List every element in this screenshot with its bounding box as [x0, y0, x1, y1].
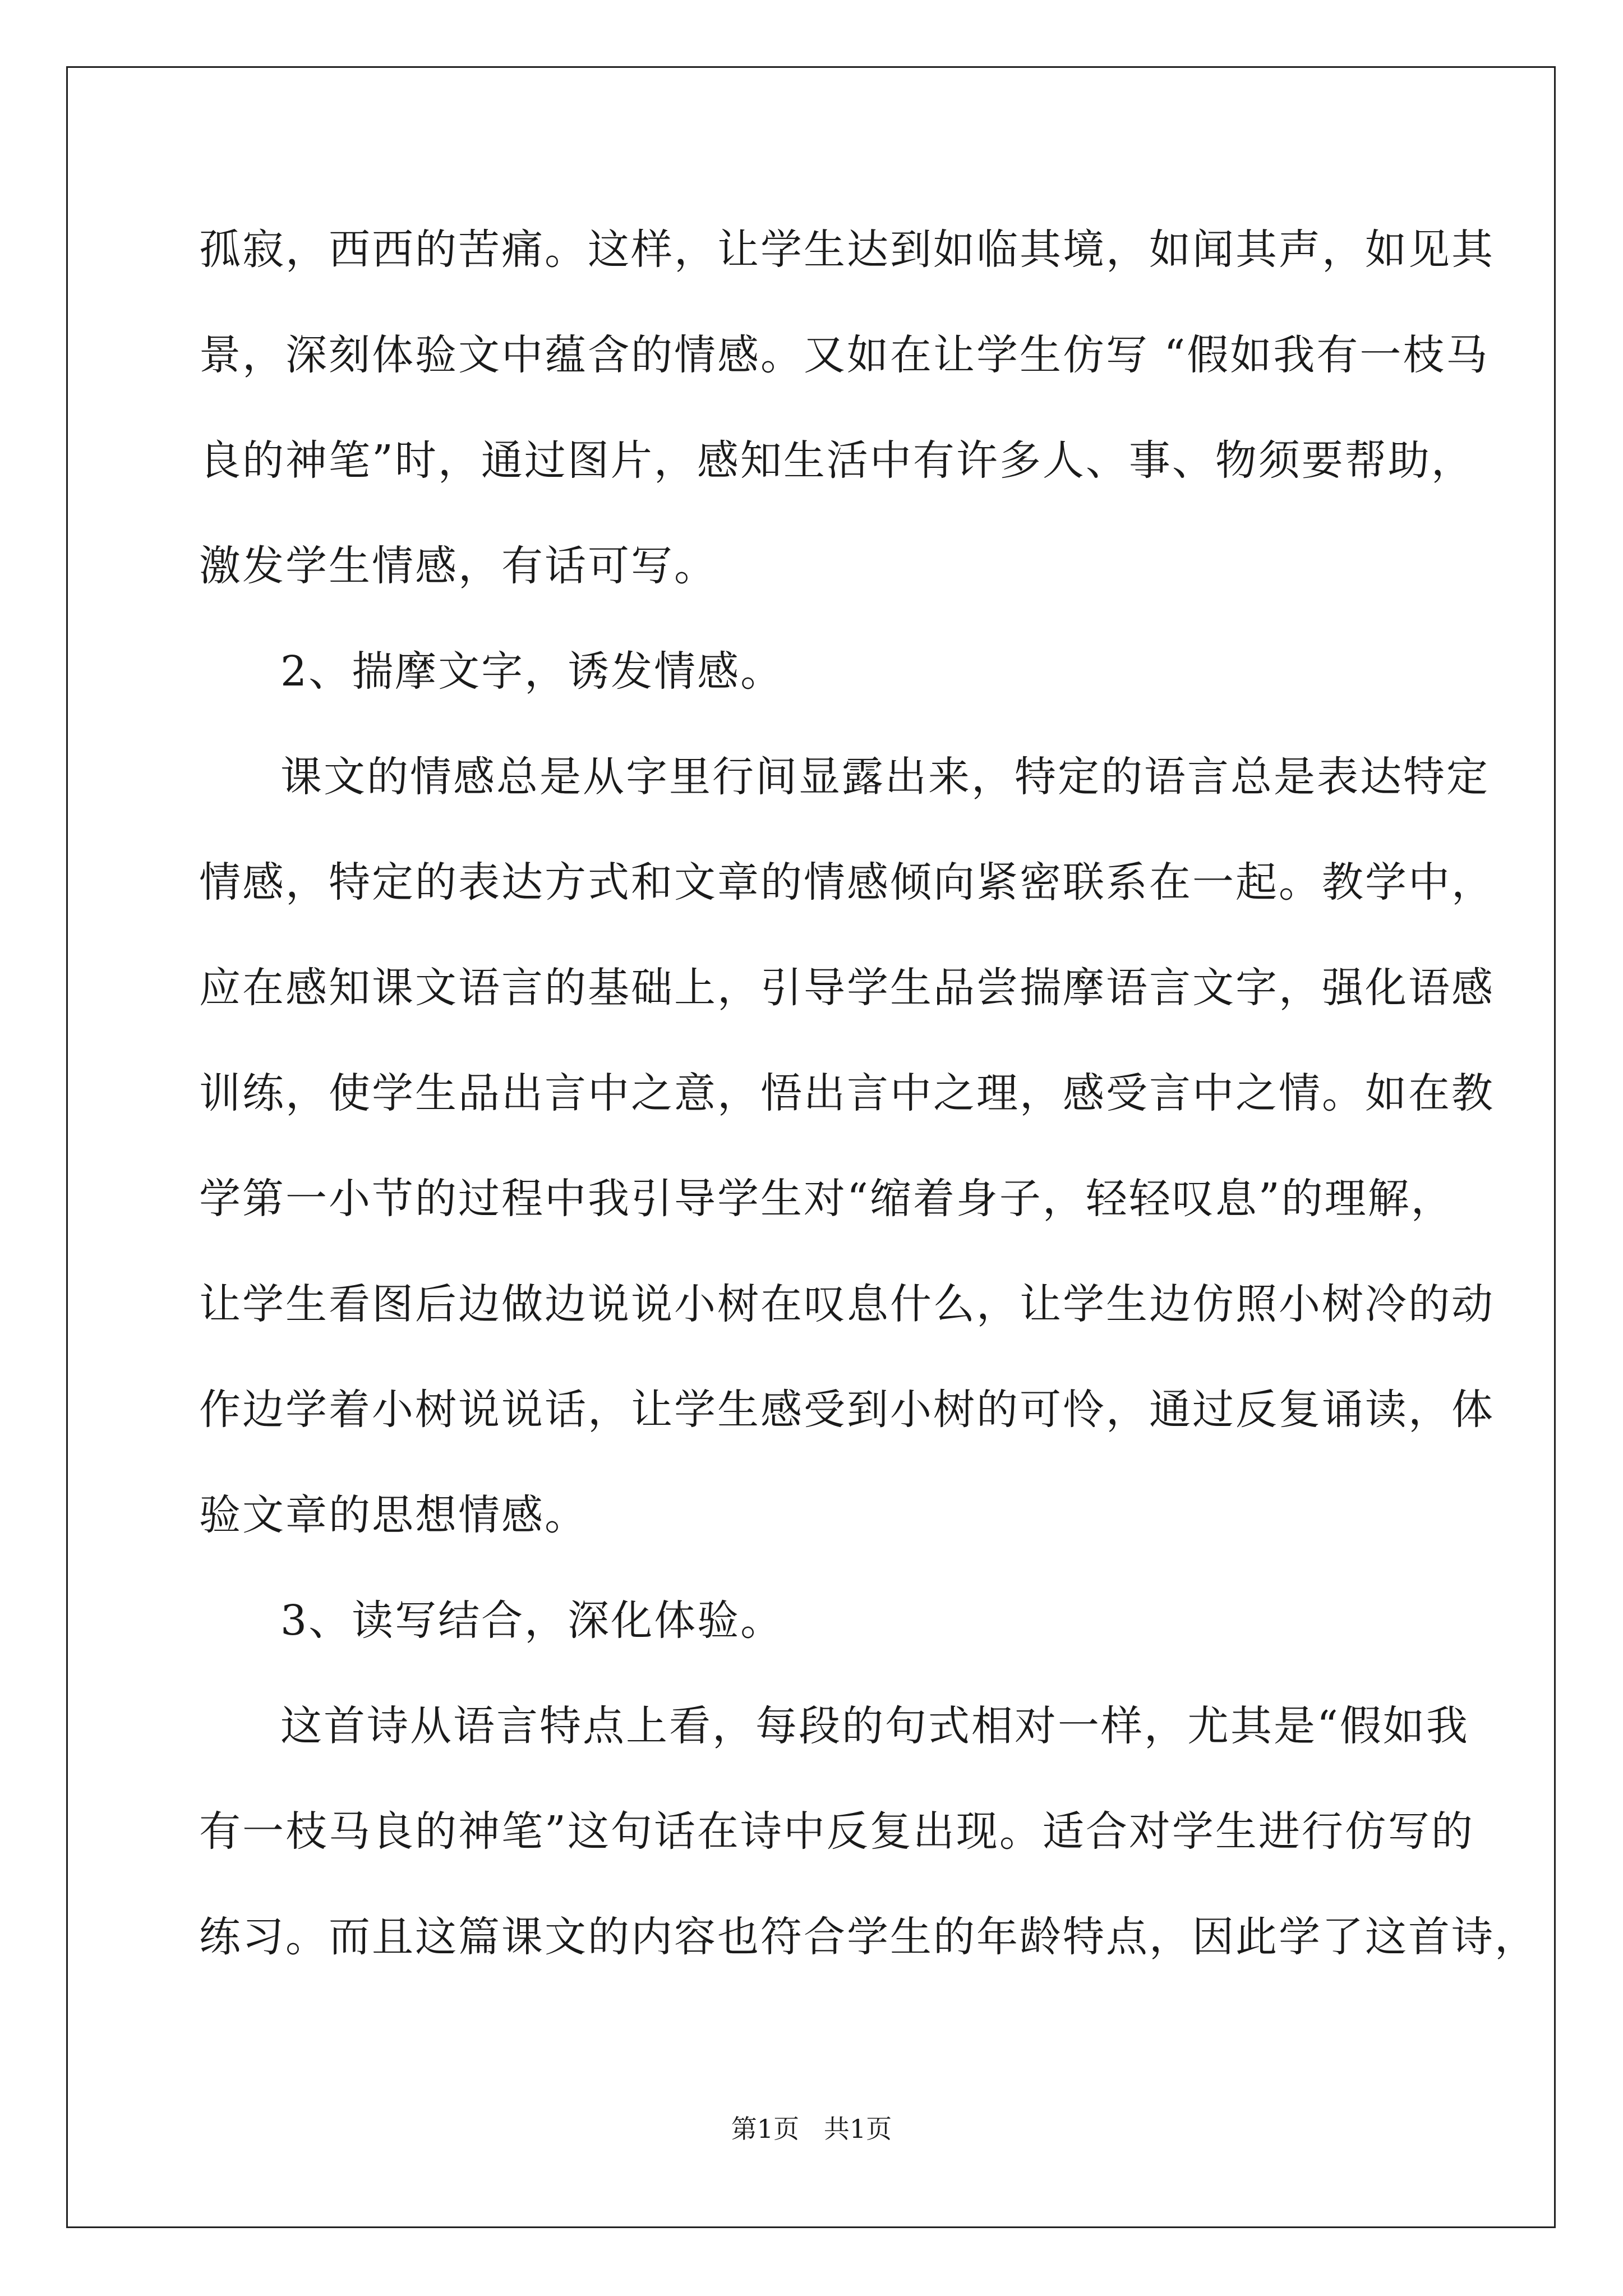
body-line: 课文的情感总是从字里行间显露出来，特定的语言总是表达特定	[280, 753, 1490, 801]
body-line: 景，深刻体验文中蕴含的情感。又如在让学生仿写 “假如我有一枝马	[199, 331, 1490, 379]
body-line: 作边学着小树说说话，让学生感受到小树的可怜，通过反复诵读，体	[199, 1386, 1495, 1434]
page-number-footer: 第1页 共1页	[731, 2114, 892, 2144]
body-line: 学第一小节的过程中我引导学生对“缩着身子，轻轻叹息”的理解，	[199, 1175, 1454, 1223]
body-line: 情感，特定的表达方式和文章的情感倾向紧密联系在一起。教学中，	[199, 858, 1495, 907]
body-line: 良的神笔”时，通过图片，感知生活中有许多人、事、物须要帮助，	[199, 436, 1474, 485]
body-line: 训练，使学生品出言中之意，悟出言中之理，感受言中之情。如在教	[199, 1069, 1495, 1117]
body-line: 验文章的思想情感。	[199, 1491, 588, 1539]
section-heading: 2、揣摩文字，诱发情感。	[280, 647, 784, 696]
body-line: 有一枝马良的神笔”这句话在诗中反复出现。适合对学生进行仿写的	[199, 1807, 1474, 1856]
body-line: 练习。而且这篇课文的内容也符合学生的年龄特点，因此学了这首诗，	[199, 1913, 1538, 1961]
body-line: 让学生看图后边做边说说小树在叹息什么，让学生边仿照小树冷的动	[199, 1280, 1495, 1328]
body-line: 应在感知课文语言的基础上，引导学生品尝揣摩语言文字，强化语感	[199, 964, 1495, 1012]
body-line: 这首诗从语言特点上看，每段的句式相对一样，尤其是“假如我	[280, 1702, 1469, 1750]
body-line: 孤寂，西西的苦痛。这样，让学生达到如临其境，如闻其声，如见其	[199, 226, 1495, 274]
body-line: 激发学生情感，有话可写。	[199, 542, 717, 590]
section-heading: 3、读写结合，深化体验。	[280, 1596, 784, 1645]
page-border	[66, 66, 1556, 2228]
